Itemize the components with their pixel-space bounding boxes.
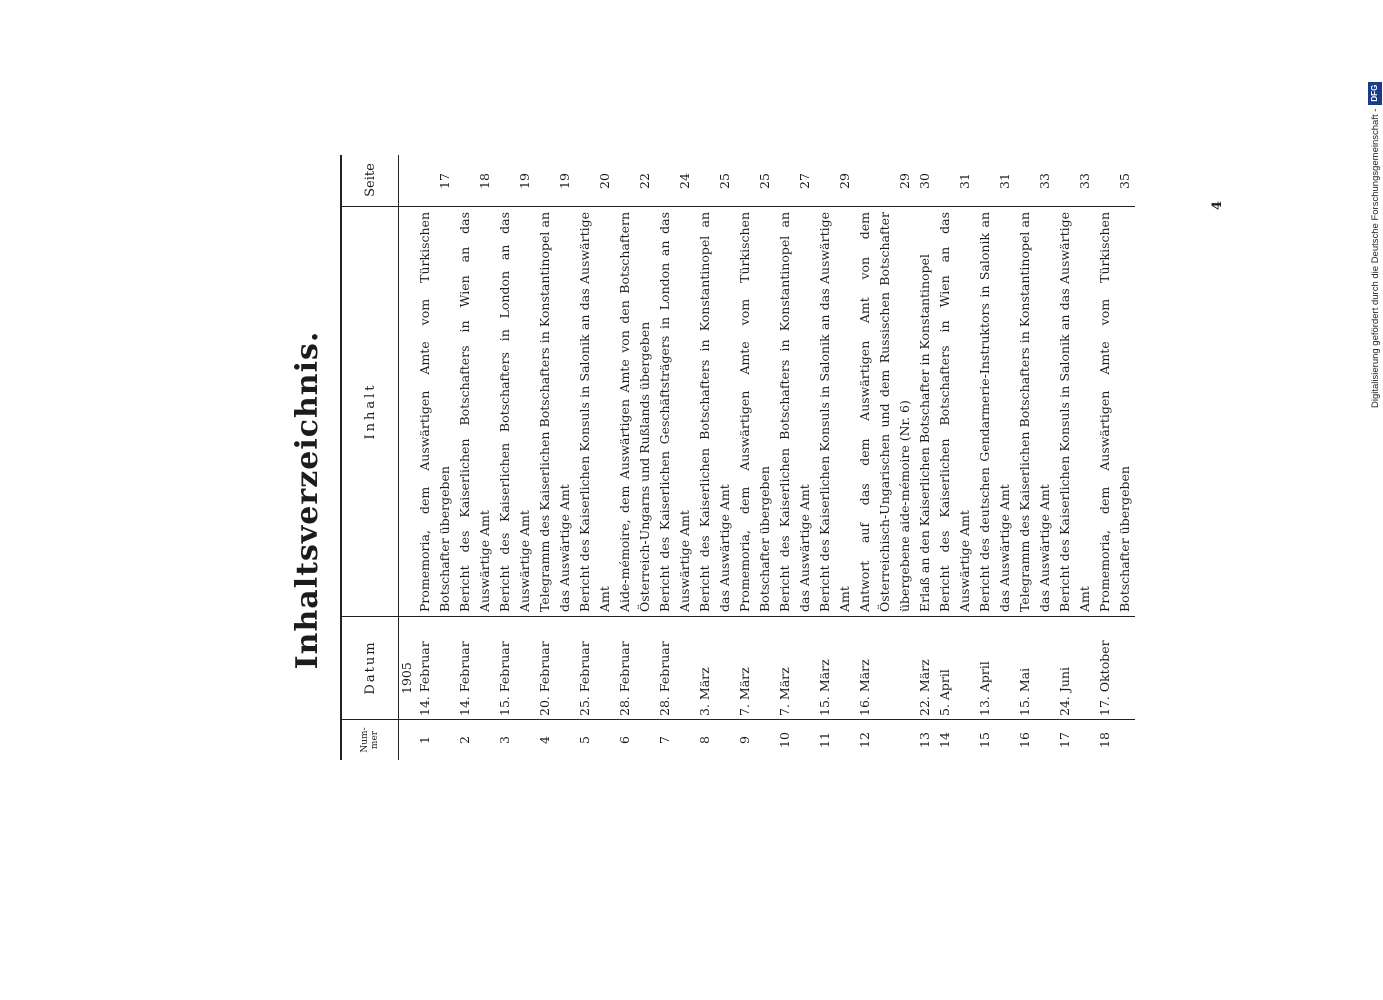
header-num: Num-mer	[360, 727, 380, 753]
row-date: 15. Februar	[497, 641, 512, 716]
row-content: Bericht des Kaiserlichen Konsuls in Salonik an das Auswärtige Amt	[577, 212, 612, 612]
row-content: Bericht des Kaiserlichen Botschafters in Konstantinopel an das Auswärtige Amt	[777, 212, 812, 612]
toc-row	[535, 155, 575, 760]
row-page: 33	[1037, 173, 1052, 189]
toc-sheet	[270, 163, 1255, 820]
row-number: 13	[917, 732, 932, 748]
row-date: 3. März	[697, 667, 712, 716]
table-header	[342, 155, 399, 760]
row-page: 33	[1077, 173, 1092, 189]
row-date: 14. Februar	[417, 641, 432, 716]
row-page: 27	[797, 173, 812, 189]
row-number: 11	[817, 732, 832, 748]
row-page: 22	[637, 173, 652, 189]
toc-row	[695, 155, 735, 760]
row-page: 18	[477, 173, 492, 189]
row-number: 8	[697, 736, 712, 744]
row-date: 14. Februar	[457, 641, 472, 716]
row-page: 25	[757, 173, 772, 189]
dfg-logo: DFG	[1368, 82, 1382, 105]
row-page: 31	[997, 173, 1012, 189]
row-number: 2	[457, 736, 472, 744]
row-number: 14	[937, 732, 952, 748]
toc-row	[975, 155, 1015, 760]
row-date: 15. März	[817, 659, 832, 716]
toc-row	[615, 155, 655, 760]
row-content: Telegramm des Kaiserlichen Botschafters in Konstantinopel an das Auswärtige Amt	[537, 212, 572, 612]
row-number: 7	[657, 736, 672, 744]
row-page: 25	[717, 173, 732, 189]
row-content: Bericht des Kaiserlichen Botschafters in Konstantinopel an das Auswärtige Amt	[697, 212, 732, 612]
row-date: 15. Mai	[1017, 667, 1032, 716]
row-content: Aide-mémoire, dem Auswärtigen Amte von den Botschaftern Österreich-Ungarns und Rußlands übergeben	[617, 212, 652, 612]
row-content: Promemoria, dem Auswärtigen Amte vom Türkischen Botschafter übergeben	[417, 212, 452, 612]
toc-row	[855, 155, 915, 760]
row-page: 31	[957, 173, 972, 189]
row-date: 28. Februar	[617, 641, 632, 716]
row-page: 29	[837, 173, 852, 189]
row-content: Bericht des Kaiserlichen Botschafters in Wien an das Auswärtige Amt	[457, 212, 492, 612]
year-text: 1905	[399, 662, 414, 694]
row-content: Antwort auf das dem Auswärtigen Amt von dem Österreichisch-Ungarischen und dem Russischen Botschafter übergebene aide-mémoire (Nr. 6)	[857, 212, 912, 612]
toc-row	[415, 155, 455, 760]
row-number: 3	[497, 736, 512, 744]
row-number: 15	[977, 732, 992, 748]
row-number: 4	[537, 736, 552, 744]
row-page: 20	[597, 173, 612, 189]
row-date: 16. März	[857, 659, 872, 716]
row-page: 19	[557, 173, 572, 189]
row-date: 20. Februar	[537, 641, 552, 716]
toc-row	[1095, 155, 1135, 760]
toc-row	[935, 155, 975, 760]
toc-row	[1015, 155, 1055, 760]
row-date: 13. April	[977, 661, 992, 716]
page-title: Inhaltsverzeichnis.	[290, 330, 325, 670]
funding-text: Digitalisierung gefördert durch die Deutsche Forschungsgemeinschaft -	[1370, 108, 1381, 408]
row-page: 17	[437, 173, 452, 189]
row-content: Erlaß an den Kaiserlichen Botschafter in Konstantinopel	[917, 253, 932, 612]
document-page	[270, 0, 1255, 1000]
toc-row	[655, 155, 695, 760]
header-datum: Datum	[342, 616, 398, 720]
page-number: 4	[1210, 200, 1225, 210]
row-date: 28. Februar	[657, 641, 672, 716]
row-date: 7. März	[777, 667, 792, 716]
row-content: Bericht des Kaiserlichen Konsuls in Salonik an das Auswärtige Amt	[817, 212, 852, 612]
toc-row	[1055, 155, 1095, 760]
toc-row	[735, 155, 775, 760]
toc-row	[495, 155, 535, 760]
row-number: 9	[737, 736, 752, 744]
row-number: 6	[617, 736, 632, 744]
toc-row	[775, 155, 815, 760]
row-date: 5. April	[937, 669, 952, 716]
row-number: 18	[1097, 732, 1112, 748]
year-label	[399, 155, 415, 760]
row-content: Bericht des Kaiserlichen Botschafters in London an das Auswärtige Amt	[497, 212, 532, 612]
row-content: Promemoria, dem Auswärtigen Amte vom Türkischen Botschafter übergeben	[737, 212, 772, 612]
row-number: 1	[417, 736, 432, 744]
row-number: 12	[857, 732, 872, 748]
row-page: 29	[897, 173, 912, 189]
toc-row	[455, 155, 495, 760]
row-content: Bericht des Kaiserlichen Konsuls in Salonik an das Auswärtige Amt	[1057, 212, 1092, 612]
toc-table	[340, 155, 1135, 760]
funding-note	[1365, 8, 1383, 408]
row-content: Bericht des Kaiserlichen Botschafters in Wien an das Auswärtige Amt	[937, 212, 972, 612]
row-date: 17. Oktober	[1097, 640, 1112, 716]
toc-row	[815, 155, 855, 760]
table-body	[399, 155, 1135, 760]
toc-row	[575, 155, 615, 760]
row-page: 24	[677, 173, 692, 189]
row-number: 10	[777, 732, 792, 748]
row-page: 30	[917, 173, 932, 189]
row-date: 22. März	[917, 659, 932, 716]
row-number: 16	[1017, 732, 1032, 748]
header-inhalt: Inhalt	[342, 206, 398, 617]
row-page: 19	[517, 173, 532, 189]
row-content: Bericht des deutschen Gendarmerie-Instruktors in Salonik an das Auswärtige Amt	[977, 212, 1012, 612]
toc-row	[915, 155, 935, 760]
row-date: 25. Februar	[577, 641, 592, 716]
row-content: Bericht des Kaiserlichen Geschäftsträgers in London an das Auswärtige Amt	[657, 212, 692, 612]
row-number: 17	[1057, 732, 1072, 748]
row-number: 5	[577, 736, 592, 744]
row-content: Telegramm des Kaiserlichen Botschafters in Konstantinopel an das Auswärtige Amt	[1017, 212, 1052, 612]
row-page: 35	[1117, 173, 1132, 189]
row-date: 24. Juni	[1057, 667, 1072, 716]
row-date: 7. März	[737, 667, 752, 716]
header-seite: Seite	[342, 154, 398, 207]
row-content: Promemoria, dem Auswärtigen Amte vom Türkischen Botschafter übergeben	[1097, 212, 1132, 612]
